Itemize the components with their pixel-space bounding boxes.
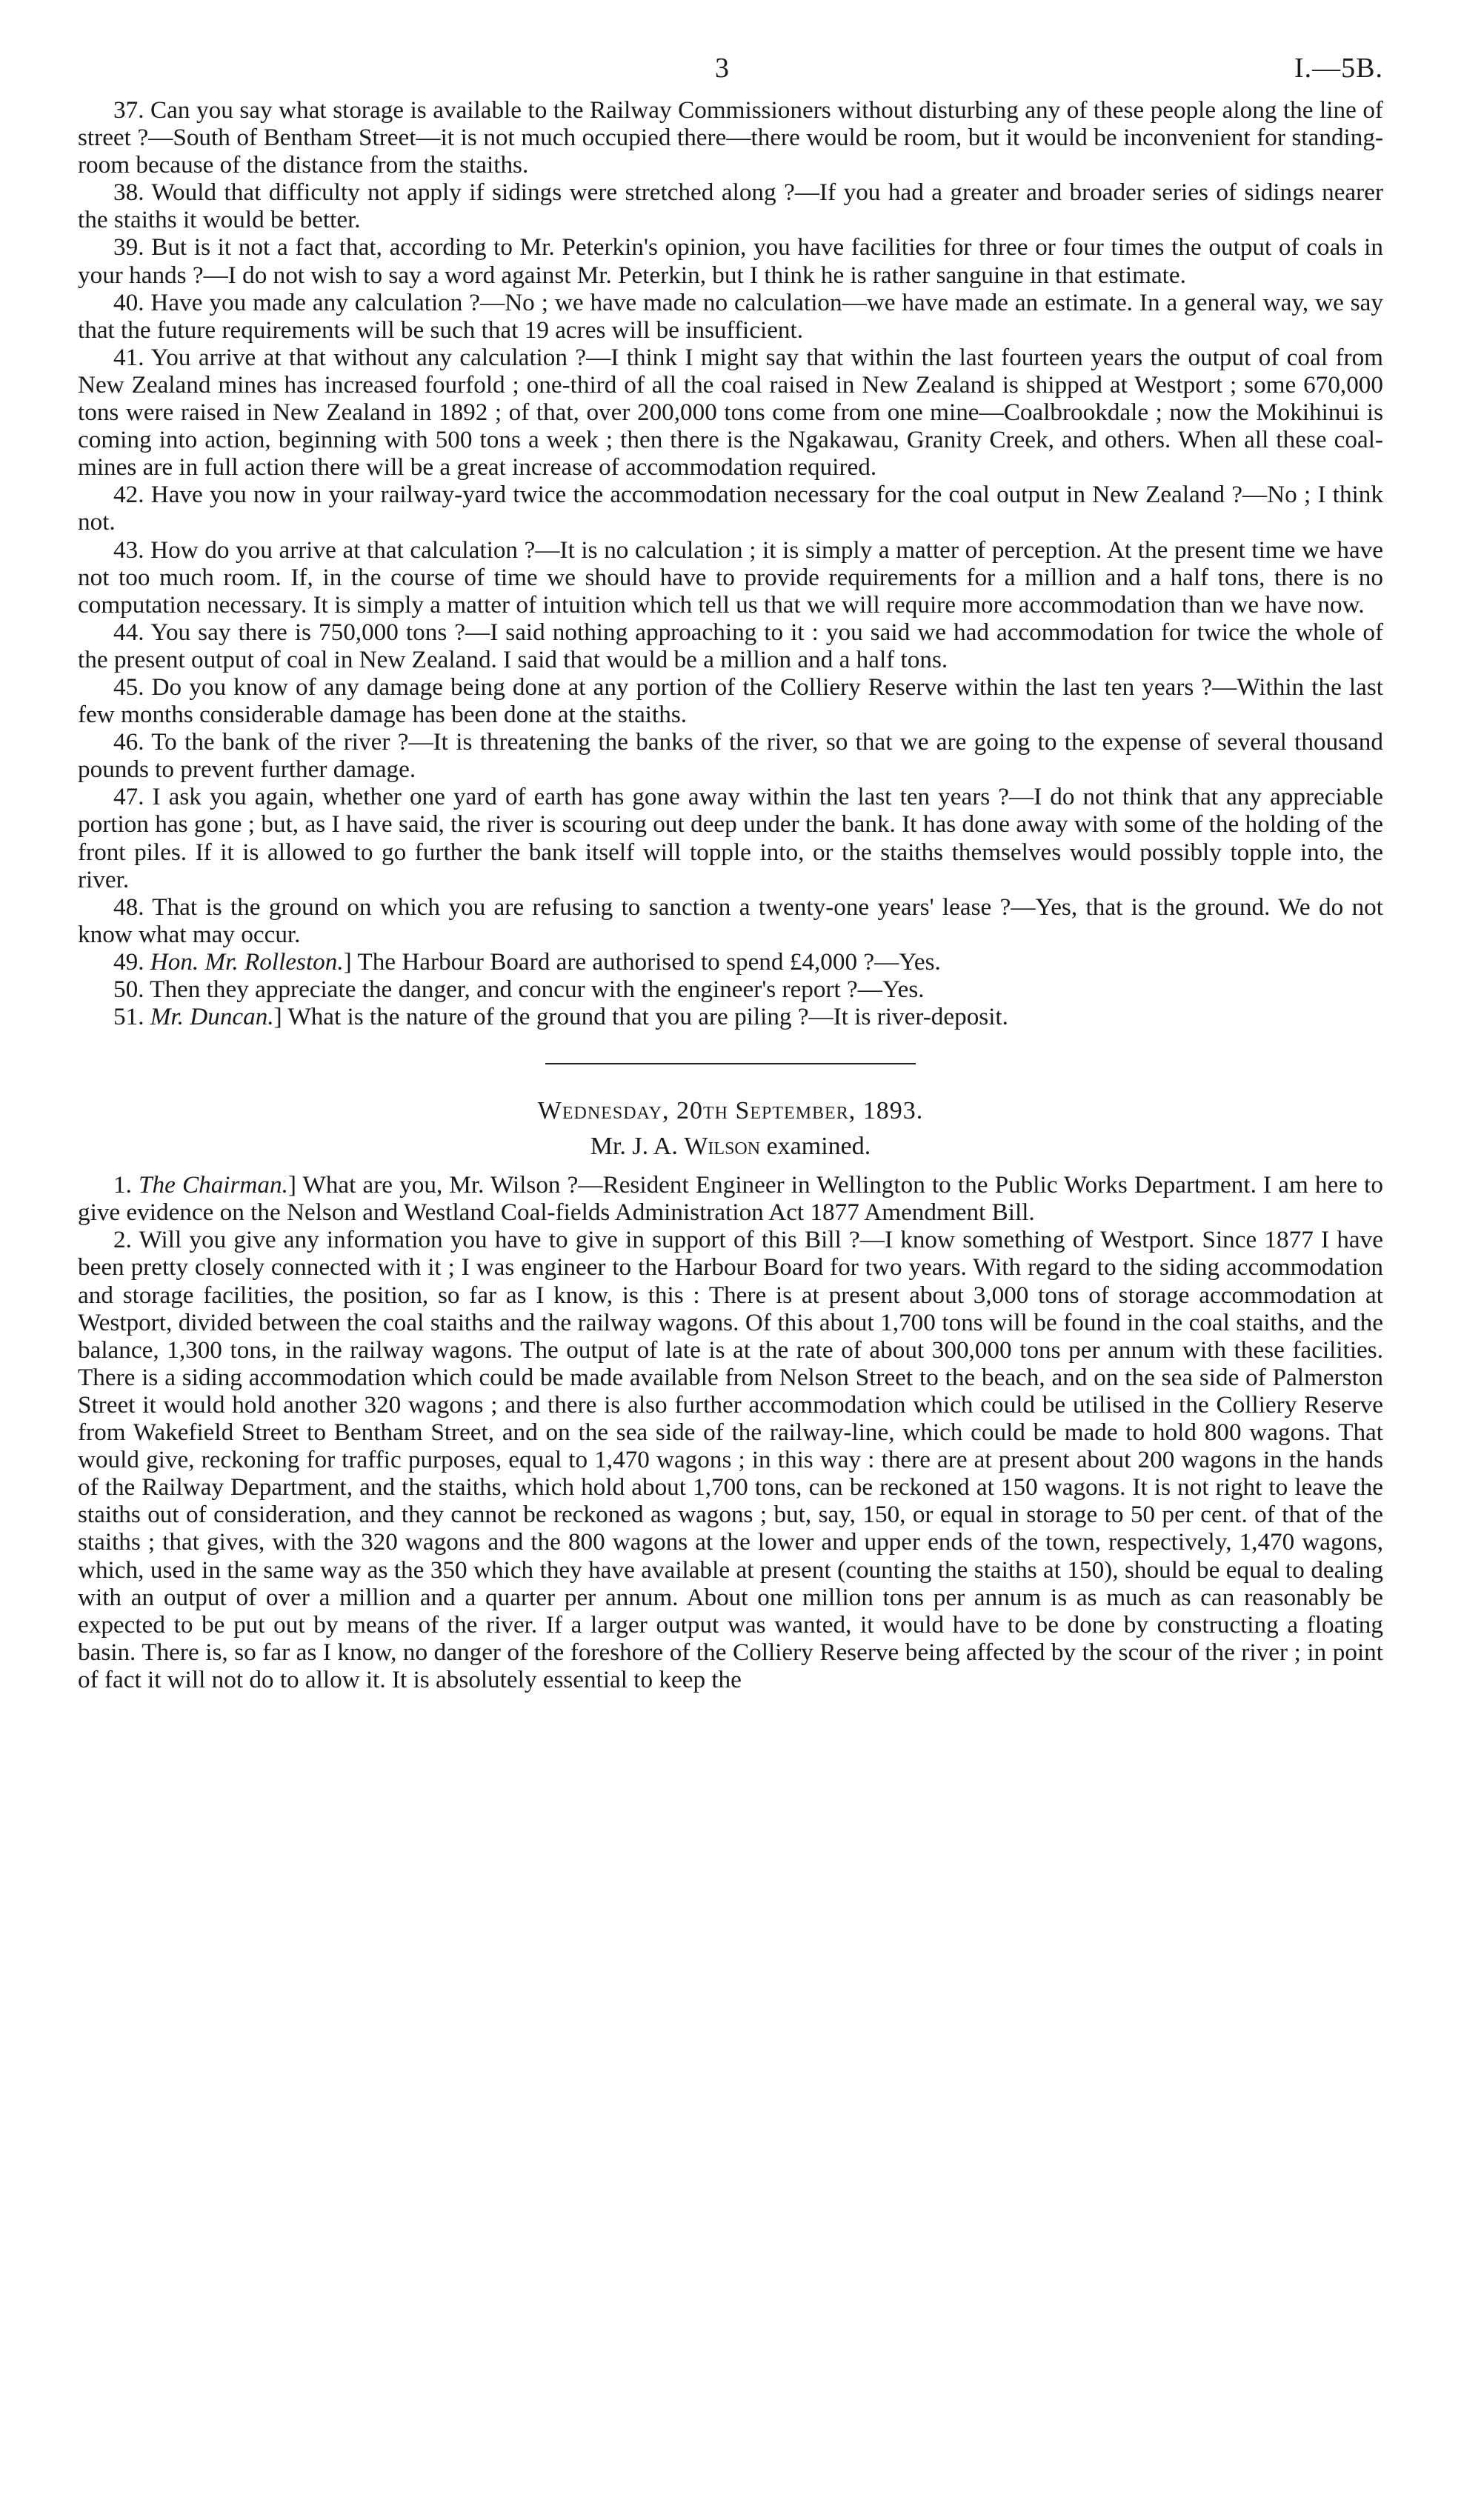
question-48: 48. That is the ground on which you are refusing to sanction a twenty-one years' lease ?—Yes, that is the ground. We do not know what may occur. bbox=[78, 893, 1383, 948]
question-38: 38. Would that difficulty not apply if sidings were stretched along ?—If you had a greater and broader series of sidings nearer the staiths it would be better. bbox=[78, 179, 1383, 234]
question-39: 39. But is it not a fact that, according to Mr. Peterkin's opinion, you have facilities for three or four times the output of coals in your hands ?—I do not wish to say a word against Mr. Peterkin, but I think he is rather sanguine in that estimate. bbox=[78, 233, 1383, 289]
speaker-name: Hon. Mr. Rolleston. bbox=[150, 947, 344, 976]
question-50: 50. Then they appreciate the danger, and concur with the engineer's report ?—Yes. bbox=[113, 976, 925, 1003]
question-1 bbox=[78, 1171, 1383, 1226]
page-header bbox=[78, 44, 1383, 96]
witness-name: Wilson bbox=[684, 1133, 761, 1161]
witness-prefix: Mr. J. A. bbox=[590, 1133, 685, 1161]
question-43: 43. How do you arrive at that calculation ?—It is no calculation ; it is simply a matter of perception. At the present time we have not too much room. If, in the course of time we should have to provide requirements for a million and a half tons, there is no computation necessary. It is simply a matter of intuition which tell us that we will require more accommodation than we have now. bbox=[78, 536, 1383, 619]
session-date-heading: Wednesday, 20th September, 1893. bbox=[537, 1097, 924, 1125]
question-44: 44. You say there is 750,000 tons ?—I said nothing approaching to it : you said we had accommodation for twice the whole of the present output of coal in New Zealand. I said that would be a million and a half tons. bbox=[78, 618, 1383, 673]
question-40: 40. Have you made any calculation ?—No ; we have made no calculation—we have made an estimate. In a general way, we say that the future requirements will be such that 19 acres will be insufficient. bbox=[78, 288, 1383, 344]
question-2: 2. Will you give any information you have to give in support of this Bill ?—I know something of Westport. Since 1877 I have been pretty closely connected with it ; I was engineer to the Harbour Board for two years. With regard to the siding accommodation and storage facilities, the position, so far as I know, is this : There is at present about 3,000 tons of storage accommodation at Westport, divided between the coal staiths and the railway wagons. Of this about 1,700 tons will be found in the coal staiths, and the balance, 1,300 tons, in the railway wagons. The output of late is at the rate of about 300,000 tons per annum with these facilities. There is a siding accommodation which could be made available from Nelson Street to the beach, and on the sea side of Palmerston Street it would hold another 320 wagons ; and there is also further accommodation which could be utilised in the Colliery Reserve from Wakefield Street to Bentham Street, and on the sea side of the railway-line, which could be made to hold 800 wagons. That would give, reckoning for traffic purposes, equal to 1,470 wagons ; in this way : there are at present about 200 wagons in the hands of the Railway Department, and the staiths, which hold about 1,700 tons, can be reckoned at 150 wagons. It is not right to leave the staiths out of consideration, and they cannot be reckoned as wagons ; but, say, 150, or equal in storage to 50 per cent. of that of the staiths ; that gives, with the 320 wagons and the 800 wagons at the lower and upper ends of the town, respectively, 1,470 wagons, which, used in the same way as the 350 which they have available at present (counting the staiths at 150), should be equal to dealing with an output of over a million and a quarter per annum. About one million tons per annum is as much as can reasonably be expected to be put out by means of the river. If a larger output was wanted, it would have to be done by constructing a floating basin. There is, so far as I know, no danger of the foreshore of the Colliery Reserve being affected by the scour of the river ; in point of fact it will not do to allow it. It is absolutely essential to keep the bbox=[78, 1226, 1383, 1693]
witness-suffix: examined. bbox=[760, 1133, 871, 1161]
evidence-part-1 bbox=[78, 96, 1383, 1030]
document-reference: I.—5B. bbox=[1294, 53, 1383, 84]
question-41: 41. You arrive at that without any calculation ?—I think I might say that within the last fourteen years the output of coal from New Zealand mines has increased fourfold ; one-third of all the coal raised in New Zealand is shipped at Westport ; some 670,000 tons were raised in New Zealand in 1892 ; of that, over 200,000 tons come from one mine—Coalbrookdale ; now the Mokihinui is coming into action, beginning with 500 tons a week ; then there is the Ngakawau, Granity Creek, and others. When all these coal-mines are in full action there will be a great increase of accommodation required. bbox=[78, 343, 1383, 481]
witness-heading bbox=[78, 1133, 1383, 1161]
speaker-name: The Chairman. bbox=[139, 1171, 288, 1199]
question-number: 49. bbox=[113, 947, 144, 976]
evidence-part-2 bbox=[78, 1171, 1383, 1693]
question-text: ] The Harbour Board are authorised to spend £4,000 ?—Yes. bbox=[343, 947, 941, 976]
question-number: 51. bbox=[113, 1003, 144, 1031]
question-number: 1. bbox=[113, 1171, 132, 1199]
question-42: 42. Have you now in your railway-yard twice the accommodation necessary for the coal output in New Zealand ?—No ; I think not. bbox=[78, 481, 1383, 536]
question-51 bbox=[78, 1003, 1383, 1030]
question-text: ] What are you, Mr. Wilson ?—Resident Engineer in Wellington to the Public Works Department. I am here to give evidence on the Nelson and Westland Coal-fields Administration Act 1877 Amendment Bill. bbox=[78, 1171, 1383, 1227]
question-text: ] What is the nature of the ground that you are piling ?—It is river-deposit. bbox=[273, 1003, 1008, 1031]
question-47: 47. I ask you again, whether one yard of earth has gone away within the last ten years ?—I do not think that any appreciable portion has gone ; but, as I have said, the river is scouring out deep under the bank. It has done away with some of the holding of the front piles. If it is allowed to go further the bank itself will topple into, or the staiths themselves would possibly topple into, the river. bbox=[78, 783, 1383, 893]
question-46: 46. To the bank of the river ?—It is threatening the banks of the river, so that we are going to the expense of several thousand pounds to prevent further damage. bbox=[78, 728, 1383, 784]
question-49 bbox=[78, 948, 1383, 976]
document-page bbox=[78, 44, 1383, 1693]
speaker-name: Mr. Duncan. bbox=[150, 1003, 274, 1031]
section-divider bbox=[545, 1063, 916, 1064]
question-37: 37. Can you say what storage is available to the Railway Commissioners without disturbing any of these people along the line of street ?—South of Bentham Street—it is not much occupied there—there would be room, but it would be inconvenient for standing-room because of the distance from the staiths. bbox=[78, 96, 1383, 179]
question-45: 45. Do you know of any damage being done at any portion of the Colliery Reserve within the last ten years ?—Within the last few months considerable damage has been done at the staiths. bbox=[78, 673, 1383, 729]
page-number: 3 bbox=[715, 53, 729, 84]
